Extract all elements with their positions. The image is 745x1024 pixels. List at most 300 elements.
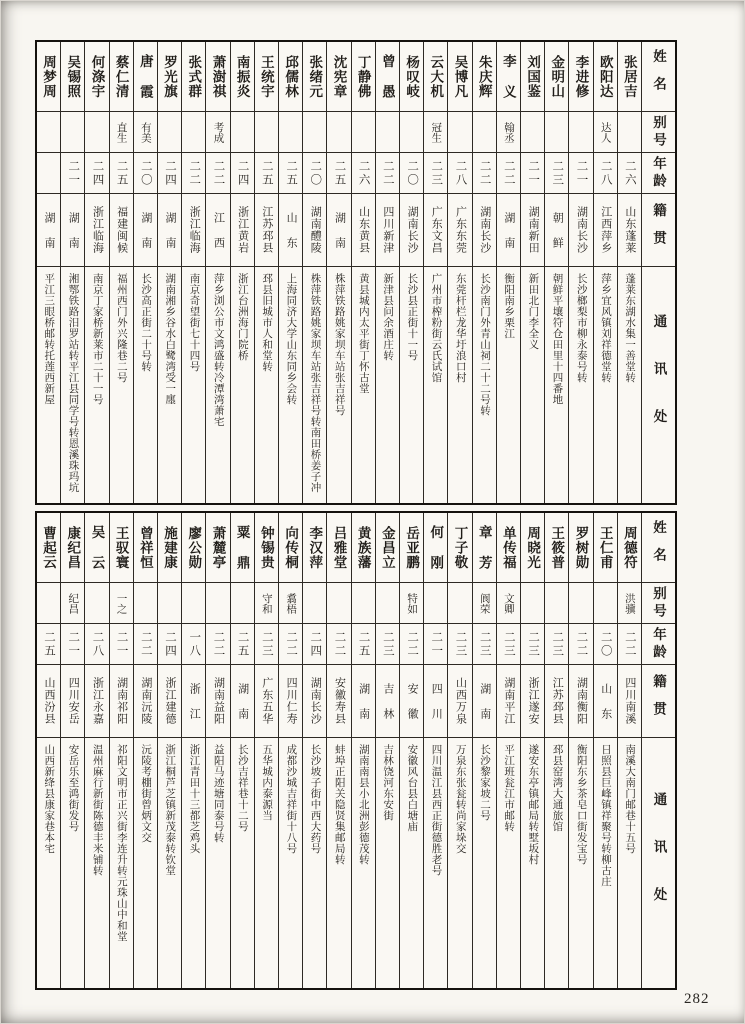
address-cell: 吉林饶河东安街 — [376, 737, 399, 988]
native-cell: 湖 南 — [37, 193, 60, 266]
directory-entry-column — [205, 513, 229, 988]
native-cell: 湖 南 — [61, 193, 84, 266]
name-cell: 欧阳达 — [597, 54, 613, 99]
age-cell: 二五 — [110, 152, 133, 193]
native-cell: 湖 南 — [231, 664, 254, 737]
directory-entry-column — [472, 42, 496, 503]
alias-cell — [231, 111, 254, 152]
header-native: 籍贯 — [642, 193, 675, 266]
alias-cell — [182, 582, 205, 623]
directory-entry-column — [496, 513, 520, 988]
directory-entry-column — [326, 42, 350, 503]
age-cell: 二二 — [400, 623, 423, 664]
address-cell: 湖南湘乡谷水白鹭湾受一廛 — [158, 266, 181, 503]
age-cell: 二一 — [569, 152, 592, 193]
native-cell: 山西万泉 — [448, 664, 471, 737]
directory-entry-column — [496, 42, 520, 503]
name-cell: 南振炎 — [234, 54, 250, 99]
age-cell: 二三 — [473, 623, 496, 664]
name-cell: 吴 云 — [89, 525, 105, 570]
native-cell: 山东蓬莱 — [618, 193, 641, 266]
address-cell: 长沙坡子街中西大药号 — [303, 737, 326, 988]
directory-entry-column — [326, 513, 350, 988]
address-cell: 新田北门李全义 — [521, 266, 544, 503]
address-cell: 成都沙城吉祥街十八号 — [279, 737, 302, 988]
name-cell: 刘国鉴 — [525, 54, 541, 99]
name-cell: 萧麓亭 — [210, 525, 226, 570]
address-cell: 日照县巨峰镇祥聚号转柳古庄 — [594, 737, 617, 988]
alias-cell — [448, 111, 471, 152]
age-cell: 二二 — [569, 623, 592, 664]
alias-cell — [376, 582, 399, 623]
address-cell: 南溪大南门邮巷十五号 — [618, 737, 641, 988]
alias-cell — [376, 111, 399, 152]
alias-cell: 翥梧 — [279, 582, 302, 623]
age-cell: 二五 — [231, 623, 254, 664]
alias-cell: 翰丞 — [497, 111, 520, 152]
directory-entry-column — [544, 42, 568, 503]
address-cell: 株萍铁路姚家坝车站张吉祥号转南田桥姜子冲 — [303, 266, 326, 503]
directory-entry-column — [157, 513, 181, 988]
alias-cell: 一之 — [110, 582, 133, 623]
age-cell: 二一 — [424, 623, 447, 664]
name-cell: 朱庆辉 — [476, 54, 492, 99]
native-cell: 浙江临海 — [85, 193, 108, 266]
age-cell: 二一 — [61, 152, 84, 193]
address-cell: 四川温江县西正街德胜老号 — [424, 737, 447, 988]
address-cell: 邳县窑湾大通旅馆 — [545, 737, 568, 988]
alias-cell — [545, 582, 568, 623]
native-cell: 广东五华 — [255, 664, 278, 737]
address-cell: 邳县旧城市人和堂转 — [255, 266, 278, 503]
name-cell: 李进修 — [573, 54, 589, 99]
name-cell: 施建康 — [162, 525, 178, 570]
alias-cell — [352, 582, 375, 623]
name-cell: 王仁甫 — [597, 525, 613, 570]
alias-cell — [352, 111, 375, 152]
directory-entry-column — [60, 42, 84, 503]
directory-entry-column — [302, 42, 326, 503]
name-cell: 吴博凡 — [452, 54, 468, 99]
alias-cell — [303, 111, 326, 152]
name-cell: 罗光旗 — [162, 54, 178, 99]
directory-entry-column — [472, 513, 496, 988]
name-cell: 杨叹岐 — [404, 54, 420, 99]
directory-entry-column — [84, 42, 108, 503]
name-cell: 何 刚 — [428, 525, 444, 570]
alias-cell — [473, 111, 496, 152]
directory-entry-column — [617, 513, 641, 988]
directory-entry-column — [568, 513, 592, 988]
native-cell: 山 东 — [279, 193, 302, 266]
alias-cell — [618, 111, 641, 152]
alias-cell: 守和 — [255, 582, 278, 623]
native-cell: 湖南长沙 — [303, 664, 326, 737]
native-cell: 山西汾县 — [37, 664, 60, 737]
alias-cell — [158, 582, 181, 623]
address-cell: 温州麻行新街陈德丰米铺转 — [85, 737, 108, 988]
age-cell: 一八 — [182, 623, 205, 664]
age-cell: 二三 — [521, 623, 544, 664]
alias-cell — [303, 582, 326, 623]
directory-entry-column — [254, 513, 278, 988]
address-cell: 祁阳文明市正兴街李连升转元珠山中和堂 — [110, 737, 133, 988]
native-cell: 湖南长沙 — [400, 193, 423, 266]
native-cell: 湖南醴陵 — [303, 193, 326, 266]
name-cell: 蔡仁清 — [113, 54, 129, 99]
native-cell: 浙江建德 — [158, 664, 181, 737]
alias-cell: 冠生 — [424, 111, 447, 152]
native-cell: 湖南新田 — [521, 193, 544, 266]
name-cell: 钟锡贵 — [258, 525, 274, 570]
alias-cell — [569, 582, 592, 623]
header-column — [641, 513, 675, 988]
directory-entry-column — [351, 513, 375, 988]
native-cell: 福建闽候 — [110, 193, 133, 266]
age-cell: 二八 — [85, 623, 108, 664]
age-cell: 二二 — [206, 623, 229, 664]
age-cell: 二二 — [206, 152, 229, 193]
native-cell: 湖南平江 — [497, 664, 520, 737]
address-cell: 长沙南门外青山祠二十二号转 — [473, 266, 496, 503]
alias-cell — [594, 582, 617, 623]
age-cell: 二一 — [521, 152, 544, 193]
alias-cell — [400, 111, 423, 152]
directory-entry-column — [37, 42, 60, 503]
native-cell: 朝 鲜 — [545, 193, 568, 266]
native-cell: 四川新津 — [376, 193, 399, 266]
address-cell: 长沙榔梨市柳永泰号转 — [569, 266, 592, 503]
alias-cell: 有美 — [134, 111, 157, 152]
header-native: 籍贯 — [642, 664, 675, 737]
name-cell: 单传福 — [500, 525, 516, 570]
name-cell: 康纪昌 — [65, 525, 81, 570]
address-cell: 萍乡浏公市文鸿盛转冷潭湾萧宅 — [206, 266, 229, 503]
age-cell: 二八 — [448, 152, 471, 193]
address-cell: 长沙县正街十一号 — [400, 266, 423, 503]
directory-entry-column — [133, 42, 157, 503]
address-cell: 南京奇望街七十四号 — [182, 266, 205, 503]
header-alias: 别号 — [642, 582, 675, 623]
header-age: 年龄 — [642, 152, 675, 193]
address-cell: 上海同济大学山东同乡会转 — [279, 266, 302, 503]
directory-table-lower — [35, 511, 677, 990]
alias-cell — [206, 582, 229, 623]
page-number: 282 — [684, 991, 710, 1007]
alias-cell: 考成 — [206, 111, 229, 152]
name-cell: 曾 愚 — [379, 54, 395, 99]
name-cell: 王筱普 — [549, 525, 565, 570]
age-cell: 二二 — [182, 152, 205, 193]
address-cell: 长沙高正街二十号转 — [134, 266, 157, 503]
age-cell: 二〇 — [134, 152, 157, 193]
directory-entry-column — [593, 42, 617, 503]
address-cell: 蓬莱东湖水集一善堂转 — [618, 266, 641, 503]
age-cell: 二四 — [303, 623, 326, 664]
header-name: 姓名 — [651, 49, 666, 104]
directory-entry-column — [520, 513, 544, 988]
age-cell: 二四 — [85, 152, 108, 193]
directory-entry-column — [133, 513, 157, 988]
header-address: 通讯处 — [642, 266, 675, 503]
directory-entry-column — [544, 513, 568, 988]
native-cell: 湖 南 — [158, 193, 181, 266]
age-cell: 二六 — [618, 152, 641, 193]
native-cell: 湖南长沙 — [569, 193, 592, 266]
directory-entry-column — [375, 42, 399, 503]
age-cell: 二三 — [424, 152, 447, 193]
name-cell: 丁静佛 — [355, 54, 371, 99]
native-cell: 江西萍乡 — [594, 193, 617, 266]
age-cell: 二五 — [37, 623, 60, 664]
native-cell: 江 西 — [206, 193, 229, 266]
native-cell: 湖南祁阳 — [110, 664, 133, 737]
alias-cell: 阆荣 — [473, 582, 496, 623]
age-cell: 二四 — [231, 152, 254, 193]
directory-entry-column — [109, 42, 133, 503]
age-cell: 二三 — [448, 623, 471, 664]
directory-entry-column — [181, 513, 205, 988]
directory-entry-column — [109, 513, 133, 988]
name-cell: 唐 霞 — [137, 54, 153, 99]
alias-cell — [158, 111, 181, 152]
address-cell: 广州市榨粉街云氏试馆 — [424, 266, 447, 503]
alias-cell — [37, 111, 60, 152]
name-cell: 罗树勋 — [573, 525, 589, 570]
age-cell: 二四 — [158, 623, 181, 664]
address-cell: 萍乡宜风镇刘祥德堂转 — [594, 266, 617, 503]
address-cell: 沅陵考棚街曾炳文交 — [134, 737, 157, 988]
name-cell: 王统宇 — [258, 54, 274, 99]
address-cell: 浙江桐芦芝镇新茂泰转钦堂 — [158, 737, 181, 988]
age-cell: 二〇 — [303, 152, 326, 193]
alias-cell — [521, 111, 544, 152]
alias-cell — [279, 111, 302, 152]
age-cell: 二〇 — [400, 152, 423, 193]
address-cell: 衡阳南乡栗江 — [497, 266, 520, 503]
name-cell: 吴锡照 — [65, 54, 81, 99]
native-cell: 江苏邳县 — [255, 193, 278, 266]
directory-entry-column — [37, 513, 60, 988]
alias-cell — [545, 111, 568, 152]
address-cell: 安徽风台县白塘庙 — [400, 737, 423, 988]
alias-cell — [448, 582, 471, 623]
header-alias: 别号 — [642, 111, 675, 152]
native-cell: 湖南沅陵 — [134, 664, 157, 737]
alias-cell — [521, 582, 544, 623]
native-cell: 四 川 — [424, 664, 447, 737]
address-cell: 长沙吉祥巷十二号 — [231, 737, 254, 988]
directory-entry-column — [278, 42, 302, 503]
name-cell: 邱儒林 — [283, 54, 299, 99]
age-cell: 二三 — [545, 152, 568, 193]
name-cell: 张居吉 — [621, 54, 637, 99]
age-cell: 二一 — [110, 623, 133, 664]
name-cell: 岳亚鹏 — [404, 525, 420, 570]
address-cell: 遂安东亭镇邮局转墅坂村 — [521, 737, 544, 988]
native-cell: 湖南益阳 — [206, 664, 229, 737]
name-cell: 沈宪章 — [331, 54, 347, 99]
native-cell: 江苏邳县 — [545, 664, 568, 737]
name-cell: 金明山 — [549, 54, 565, 99]
header-address: 通讯处 — [642, 737, 675, 988]
directory-entry-column — [399, 42, 423, 503]
address-cell: 平江班瓮江市邮转 — [497, 737, 520, 988]
directory-entry-column — [447, 513, 471, 988]
directory-entry-column — [230, 513, 254, 988]
address-cell: 南京丁家桥新莱市二十一号 — [85, 266, 108, 503]
alias-cell: 达人 — [594, 111, 617, 152]
age-cell: 二〇 — [594, 623, 617, 664]
name-cell: 张绪元 — [307, 54, 323, 99]
native-cell: 湖 南 — [327, 193, 350, 266]
alias-cell — [327, 582, 350, 623]
address-cell: 衡阳东乡茶皂口街发宝号 — [569, 737, 592, 988]
address-cell: 安岳乐至鸿街发号 — [61, 737, 84, 988]
name-cell: 曾祥恒 — [137, 525, 153, 570]
address-cell: 五华城内泰源当 — [255, 737, 278, 988]
age-cell: 二五 — [255, 152, 278, 193]
age-cell: 二五 — [327, 152, 350, 193]
address-cell: 福州西门外兴隆巷二号 — [110, 266, 133, 503]
directory-entry-column — [375, 513, 399, 988]
alias-cell — [424, 582, 447, 623]
directory-entry-column — [617, 42, 641, 503]
native-cell: 四川安岳 — [61, 664, 84, 737]
directory-entry-column — [351, 42, 375, 503]
age-cell: 二二 — [618, 623, 641, 664]
name-cell: 李 义 — [500, 54, 516, 99]
name-cell: 章 芳 — [476, 525, 492, 570]
native-cell: 山东黄县 — [352, 193, 375, 266]
directory-entry-column — [447, 42, 471, 503]
address-cell: 万泉东张瓮转尚家垛交 — [448, 737, 471, 988]
native-cell: 湖 南 — [473, 664, 496, 737]
address-cell: 浙江青田十三都芝鸡头 — [182, 737, 205, 988]
native-cell: 四川仁寿 — [279, 664, 302, 737]
alias-cell — [327, 111, 350, 152]
age-cell: 二五 — [279, 152, 302, 193]
address-cell: 株萍铁路姚家坝车站张吉祥号 — [327, 266, 350, 503]
directory-entry-column — [568, 42, 592, 503]
name-cell: 周晓光 — [525, 525, 541, 570]
age-cell — [37, 152, 60, 193]
alias-cell — [182, 111, 205, 152]
age-cell: 二二 — [134, 623, 157, 664]
native-cell: 吉 林 — [376, 664, 399, 737]
address-cell: 新津县问余酒庄转 — [376, 266, 399, 503]
native-cell: 湖南衡阳 — [569, 664, 592, 737]
directory-entry-column — [157, 42, 181, 503]
native-cell: 湖 南 — [134, 193, 157, 266]
age-cell: 二一 — [61, 623, 84, 664]
header-name: 姓名 — [651, 520, 666, 575]
name-cell: 李汉萍 — [307, 525, 323, 570]
age-cell: 二二 — [473, 152, 496, 193]
alias-cell — [85, 111, 108, 152]
address-cell: 黄县城内太平街丁怀古堂 — [352, 266, 375, 503]
address-cell: 平江三眼桥邮转托莲西新屋 — [37, 266, 60, 503]
name-cell: 周德符 — [621, 525, 637, 570]
age-cell: 二二 — [327, 623, 350, 664]
address-cell: 湖南南县小北洲彭德茂转 — [352, 737, 375, 988]
name-cell: 金昌立 — [379, 525, 395, 570]
name-cell: 向传桐 — [283, 525, 299, 570]
age-cell: 二二 — [497, 152, 520, 193]
address-cell: 浙江台洲海门院桥 — [231, 266, 254, 503]
directory-entry-column — [205, 42, 229, 503]
alias-cell — [134, 582, 157, 623]
directory-entry-column — [302, 513, 326, 988]
alias-cell: 直生 — [110, 111, 133, 152]
alias-cell — [569, 111, 592, 152]
directory-entry-column — [181, 42, 205, 503]
alias-cell — [231, 582, 254, 623]
alias-cell — [61, 111, 84, 152]
address-cell: 山西新绛县康家巷本宅 — [37, 737, 60, 988]
directory-entry-column — [593, 513, 617, 988]
alias-cell: 文卿 — [497, 582, 520, 623]
native-cell: 浙 江 — [182, 664, 205, 737]
name-cell: 丁子敬 — [452, 525, 468, 570]
native-cell: 四川南溪 — [618, 664, 641, 737]
directory-entry-column — [423, 42, 447, 503]
native-cell: 浙江遂安 — [521, 664, 544, 737]
directory-table-upper — [35, 40, 677, 505]
address-cell: 湘鄂铁路汨罗站转平江县同学号转恩溪珠玛坑 — [61, 266, 84, 503]
directory-entry-column — [254, 42, 278, 503]
header-age: 年龄 — [642, 623, 675, 664]
name-cell: 云大机 — [428, 54, 444, 99]
alias-cell — [255, 111, 278, 152]
name-cell: 曹起云 — [41, 525, 57, 570]
native-cell: 广东文昌 — [424, 193, 447, 266]
native-cell: 湖南长沙 — [473, 193, 496, 266]
name-cell: 王驭寰 — [113, 525, 129, 570]
name-cell: 粟 鼎 — [234, 525, 250, 570]
directory-entry-column — [423, 513, 447, 988]
name-cell: 张式群 — [186, 54, 202, 99]
directory-entry-column — [520, 42, 544, 503]
age-cell: 二四 — [158, 152, 181, 193]
age-cell: 二三 — [545, 623, 568, 664]
name-cell: 何涤宇 — [89, 54, 105, 99]
alias-cell — [85, 582, 108, 623]
alias-cell: 纪昌 — [61, 582, 84, 623]
alias-cell: 洪骥 — [618, 582, 641, 623]
directory-entry-column — [60, 513, 84, 988]
header-column — [641, 42, 675, 503]
name-cell: 周梦周 — [41, 54, 57, 99]
directory-entry-column — [278, 513, 302, 988]
name-cell: 吕雅堂 — [331, 525, 347, 570]
age-cell: 二八 — [594, 152, 617, 193]
age-cell: 二三 — [376, 623, 399, 664]
address-cell: 长沙黎家坡二号 — [473, 737, 496, 988]
native-cell: 浙江临海 — [182, 193, 205, 266]
address-cell: 蚌埠正阳关隐贤集邮局转 — [327, 737, 350, 988]
native-cell: 山 东 — [594, 664, 617, 737]
address-cell: 益阳马迹塘同泰号转 — [206, 737, 229, 988]
directory-entry-column — [230, 42, 254, 503]
alias-cell: 特如 — [400, 582, 423, 623]
name-cell: 黄族藩 — [355, 525, 371, 570]
address-cell: 朝鲜平壤符仓田里十四番地 — [545, 266, 568, 503]
name-cell: 廖公勋 — [186, 525, 202, 570]
address-cell: 东莞杆栏龙华圩浪口村 — [448, 266, 471, 503]
native-cell: 安徽寿县 — [327, 664, 350, 737]
age-cell: 二六 — [352, 152, 375, 193]
